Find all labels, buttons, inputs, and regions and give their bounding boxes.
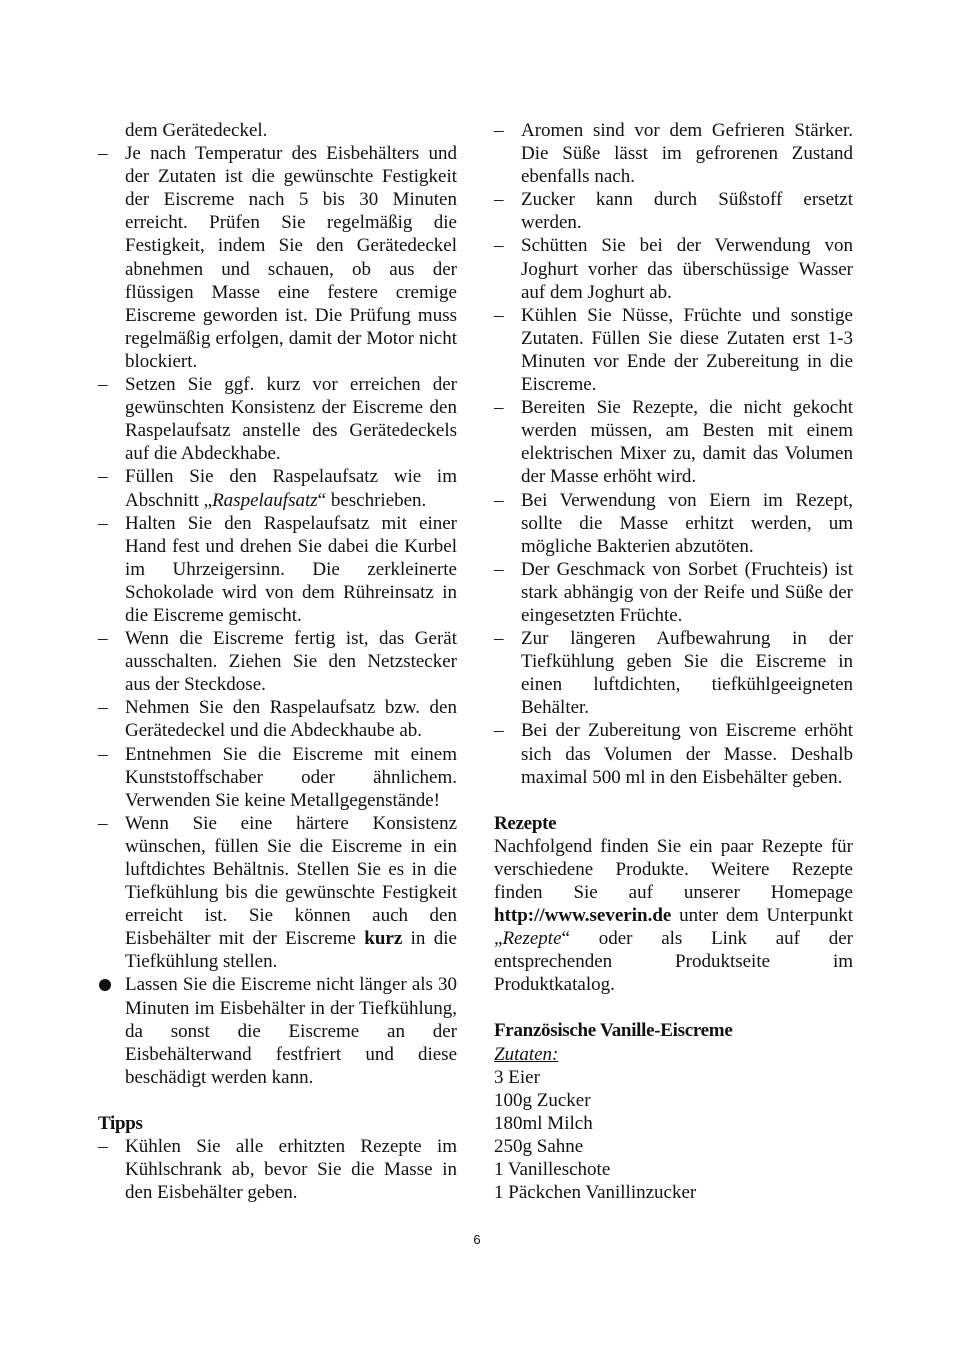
tips-heading: Tipps xyxy=(98,1112,143,1134)
list-item xyxy=(494,234,853,303)
warning-text: Lassen Sie die Eiscreme nicht länger als 30 Minuten im Eisbehälter in der Tiefkühlung, da sonst die Eiscreme an der Eisbehälterwand festfriert und diese beschädigt werden kann. xyxy=(125,974,457,1088)
ingredients-list xyxy=(494,1066,853,1205)
dash-mark: – xyxy=(494,489,504,511)
emphasis-bold: kurz xyxy=(364,928,403,950)
ingredient-item: 180ml Milch xyxy=(494,1112,593,1134)
recipes-intro xyxy=(494,835,853,997)
list-item-text: Wenn Sie eine härtere Konsistenz wünschen, füllen Sie die Eiscreme in ein luftdichtes Behältnis. Stellen Sie es in die Tiefkühlung bis die gewünschte Festigkeit erreicht ist. Sie können auch den Eisbehälter mit der Eiscreme xyxy=(125,812,457,950)
dash-mark: – xyxy=(494,397,504,419)
list-item xyxy=(494,558,853,627)
recipe-title: Französische Vanille-Eiscreme xyxy=(494,1020,733,1042)
intro-text: “ oder als Link auf der entsprechenden Produktseite im Produktkatalog. xyxy=(494,928,853,996)
list-item xyxy=(494,396,853,488)
list-item xyxy=(98,1135,457,1204)
list-item xyxy=(98,142,457,373)
list-item xyxy=(494,489,853,558)
intro-text: unter dem Unterpunkt „ xyxy=(494,905,853,950)
list-item-text: Nehmen Sie den Raspelaufsatz bzw. den Gerätedeckel und die Abdeckhaube ab. xyxy=(125,697,457,742)
list-item-text: Wenn die Eiscreme fertig ist, das Gerät ausschalten. Ziehen Sie den Netzstecker aus der Steckdose. xyxy=(125,628,457,696)
list-item-text: Zur längeren Aufbewahrung in der Tiefkühlung geben Sie die Eiscreme in einen luftdichten, tiefkühlgeeigneten Behälter. xyxy=(521,628,853,719)
list-item xyxy=(494,627,853,719)
dash-mark: – xyxy=(494,189,504,211)
ingredients-label: Zutaten: xyxy=(494,1043,559,1065)
warning-item xyxy=(98,973,457,1088)
list-item xyxy=(494,719,853,788)
dash-mark: – xyxy=(98,628,108,650)
ingredient-item: 1 Päckchen Vanillinzucker xyxy=(494,1182,697,1204)
list-item-text: Bereiten Sie Rezepte, die nicht gekocht werden müssen, am Besten mit einem elektrischen Mixer zu, damit das Volumen der Masse erhöht wird. xyxy=(521,397,853,488)
dash-mark: – xyxy=(98,743,108,765)
ingredient-item: 1 Vanilleschote xyxy=(494,1159,611,1181)
dash-mark: – xyxy=(98,374,108,396)
list-item-text: Aromen sind vor dem Gefrieren Stärker. Die Süße lässt im gefrorenen Zustand ebenfalls nach. xyxy=(521,120,853,188)
list-item-text: Kühlen Sie alle erhitzten Rezepte im Kühlschrank ab, bevor Sie die Masse in den Eisbehälter geben. xyxy=(125,1136,457,1204)
list-item-continuation: dem Gerätedeckel. xyxy=(125,120,268,141)
recipes-heading: Rezepte xyxy=(494,812,557,834)
dash-mark: – xyxy=(98,812,108,834)
list-item xyxy=(98,373,457,465)
list-item-text: in die Tiefkühlung stellen. xyxy=(125,928,457,973)
list-item-text: Bei Verwendung von Eiern im Rezept, sollte die Masse erhitzt werden, um mögliche Bakterien abzutöten. xyxy=(521,489,853,557)
list-item xyxy=(98,465,457,511)
list-item-text: Halten Sie den Raspelaufsatz mit einer Hand fest und drehen Sie dabei die Kurbel im Uhrzeigersinn. Die zerkleinerte Schokolade wird von dem Rühreinsatz in die Eiscreme gemischt. xyxy=(125,512,457,626)
list-item-text: Schütten Sie bei der Verwendung von Joghurt vorher das überschüssige Wasser auf dem Joghurt ab. xyxy=(521,235,853,303)
list-item-text: Füllen Sie den Raspelaufsatz wie im Abschnitt „ xyxy=(125,466,457,511)
list-item-text: Der Geschmack von Sorbet (Fruchteis) ist stark abhängig von der Reife und Süße der eingesetzten Früchte. xyxy=(521,558,853,626)
list-item xyxy=(98,812,457,974)
dash-mark: – xyxy=(98,466,108,488)
dash-mark: – xyxy=(98,1136,108,1158)
dash-mark: – xyxy=(494,304,504,326)
list-item xyxy=(98,743,457,812)
list-item xyxy=(98,512,457,627)
list-item xyxy=(494,188,853,234)
ingredient-item: 3 Eier xyxy=(494,1066,540,1088)
right-column xyxy=(494,119,853,1204)
intro-text: Nachfolgend finden Sie ein paar Rezepte für verschiedene Produkte. Weitere Rezepte finden Sie auf unserer Homepage xyxy=(494,835,853,903)
ingredient-item: 250g Sahne xyxy=(494,1135,584,1157)
page-number: 6 xyxy=(473,1232,481,1247)
list-item xyxy=(494,304,853,396)
list-item-text: Zucker kann durch Süßstoff ersetzt werden. xyxy=(521,189,853,234)
dash-mark: – xyxy=(98,512,108,534)
dash-mark: – xyxy=(98,143,108,165)
ingredient-item: 100g Zucker xyxy=(494,1089,591,1111)
list-item-text: Je nach Temperatur des Eisbehälters und der Zutaten ist die gewünschte Festigkeit der Eiscreme nach 5 bis 30 Minuten erreicht. Prüfen Sie regelmäßig die Festigkeit, indem Sie den Gerätedeckel abnehmen und schauen, ob aus der flüssigen Masse eine festere cremige Eiscreme geworden ist. Die Prüfung muss regelmäßig erfolgen, damit der Motor nicht blockiert. xyxy=(125,143,457,372)
homepage-link[interactable]: http://www.severin.de xyxy=(494,905,672,927)
dash-mark: – xyxy=(494,120,504,141)
left-column xyxy=(98,119,457,1204)
list-item xyxy=(494,119,853,188)
dash-mark: – xyxy=(494,720,504,742)
recipes-reference: Rezepte xyxy=(502,928,562,950)
section-reference: Raspelaufsatz xyxy=(212,489,318,511)
dash-mark: – xyxy=(494,235,504,257)
list-item-text: “ beschrieben. xyxy=(317,489,427,511)
list-item-text: Bei der Zubereitung von Eiscreme erhöht sich das Volumen der Masse. Deshalb maximal 500 ml in den Eisbehälter geben. xyxy=(521,720,853,788)
list-item xyxy=(98,696,457,742)
bullet-dot-icon xyxy=(98,973,118,997)
list-item-text: Kühlen Sie Nüsse, Früchte und sonstige Zutaten. Füllen Sie diese Zutaten erst 1-3 Minuten vor Ende der Zubereitung in die Eiscreme. xyxy=(521,304,853,396)
dash-mark: – xyxy=(494,558,504,580)
list-item-text: Entnehmen Sie die Eiscreme mit einem Kunststoffschaber oder ähnlichem. Verwenden Sie keine Metallgegenstände! xyxy=(125,743,457,811)
dash-mark: – xyxy=(494,628,504,650)
list-item-text: Setzen Sie ggf. kurz vor erreichen der gewünschten Konsistenz der Eiscreme den Raspelaufsatz anstelle des Gerätedeckels auf die Abdeckhabe. xyxy=(125,374,457,465)
list-item xyxy=(98,627,457,696)
dash-mark: – xyxy=(98,697,108,719)
